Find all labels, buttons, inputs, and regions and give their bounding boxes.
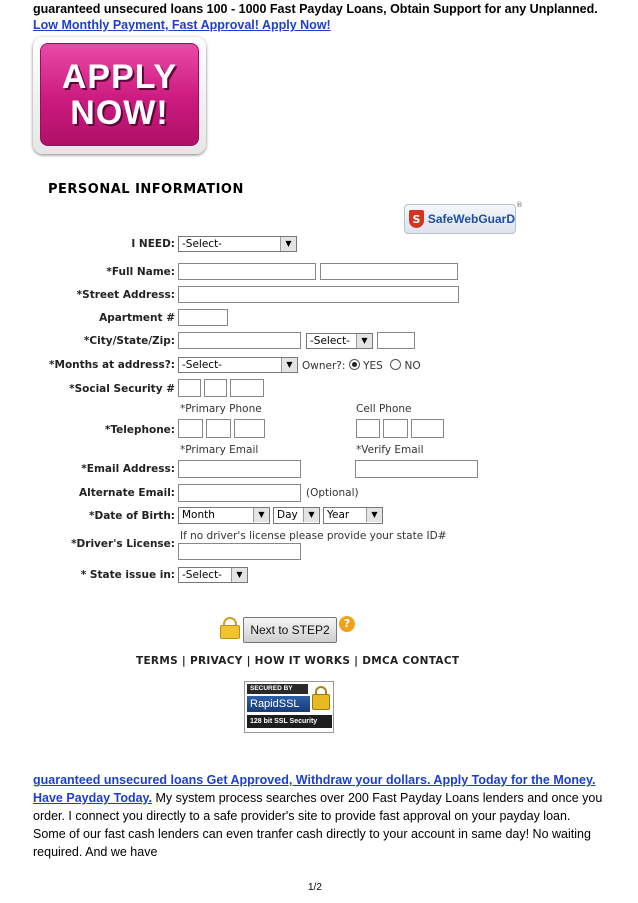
shield-icon: S [409, 210, 424, 228]
ssn-label: *Social Security # [69, 383, 175, 395]
email-field[interactable] [178, 460, 301, 478]
chevron-down-icon: ▼ [366, 508, 382, 522]
phone-area-field[interactable] [178, 419, 203, 438]
license-note: If no driver's license please provide your state ID# [180, 530, 447, 542]
drivers-license-field[interactable] [178, 543, 301, 560]
chevron-down-icon: ▼ [281, 358, 297, 372]
next-step-button[interactable]: Next to STEP2 [243, 617, 337, 643]
telephone-label: *Telephone: [104, 424, 175, 436]
i-need-select[interactable] [178, 236, 297, 252]
ssl-strength: 128 bit SSL Security [247, 715, 332, 728]
ssn-part3-field[interactable] [230, 379, 264, 397]
state-issue-value: -Select- [182, 569, 222, 581]
full-name-label: *Full Name: [106, 266, 175, 278]
phone-prefix-field[interactable] [206, 419, 231, 438]
dob-year-value: Year [327, 509, 350, 521]
chevron-down-icon: ▼ [356, 334, 372, 348]
primary-email-caption: *Primary Email [180, 444, 259, 456]
chevron-down-icon: ▼ [231, 568, 247, 582]
ssn-part1-field[interactable] [178, 379, 201, 397]
city-field[interactable] [178, 332, 301, 349]
safewebguard-seal[interactable] [404, 201, 523, 234]
zip-field[interactable] [377, 332, 415, 349]
phone-line-field[interactable] [234, 419, 265, 438]
owner-label: Owner?: [302, 360, 346, 372]
apartment-label: Apartment # [99, 312, 175, 324]
padlock-icon [312, 686, 330, 710]
state-issue-label: * State issue in: [80, 569, 175, 581]
cell-prefix-field[interactable] [383, 419, 408, 438]
apartment-field[interactable] [178, 309, 228, 326]
footer-links[interactable]: TERMS | PRIVACY | HOW IT WORKS | DMCA CONTACT [136, 655, 460, 667]
owner-yes-radio[interactable] [349, 359, 360, 370]
body-link[interactable]: guaranteed unsecured loans Get Approved, Withdraw your dollars. Apply Today for the Money. Have Payday Today. [33, 773, 596, 805]
street-address-field[interactable] [178, 286, 459, 303]
ssn-part2-field[interactable] [204, 379, 227, 397]
registered-icon: ® [516, 201, 523, 209]
lock-icon [220, 617, 238, 637]
body-paragraph [33, 771, 605, 861]
personal-info-form [40, 176, 560, 736]
last-name-field[interactable] [320, 263, 458, 280]
section-title: PERSONAL INFORMATION [48, 182, 244, 197]
license-label: *Driver's License: [71, 538, 175, 550]
months-select[interactable] [178, 357, 298, 373]
verify-email-caption: *Verify Email [356, 444, 424, 456]
alt-email-label: Alternate Email: [79, 487, 175, 499]
optional-note: (Optional) [306, 487, 359, 499]
ssl-brand: RapidSSL [247, 696, 310, 712]
page-title: guaranteed unsecured loans 100 - 1000 Fast Payday Loans, Obtain Support for any Unplanned. [33, 2, 598, 16]
first-name-field[interactable] [178, 263, 316, 280]
seal-label: SafeWebGuarD [427, 212, 515, 226]
owner-no-radio[interactable] [390, 359, 401, 370]
i-need-label: I NEED: [131, 238, 175, 250]
street-label: *Street Address: [76, 289, 175, 301]
apply-graphic-line2: NOW! [70, 93, 169, 132]
help-icon[interactable]: ? [339, 616, 355, 632]
page-number: 1/2 [308, 882, 322, 893]
ssl-secured-by: SECURED BY [247, 684, 308, 694]
state-value: -Select- [310, 335, 350, 347]
cell-phone-caption: Cell Phone [356, 403, 412, 415]
dob-day-select[interactable] [273, 507, 320, 524]
months-label: *Months at address?: [49, 359, 175, 371]
dob-day-value: Day [277, 509, 298, 521]
chevron-down-icon: ▼ [253, 508, 269, 522]
apply-now-badge [40, 43, 199, 146]
dob-month-select[interactable] [178, 507, 270, 524]
cell-line-field[interactable] [411, 419, 444, 438]
email-label: *Email Address: [81, 463, 175, 475]
apply-now-graphic[interactable] [33, 37, 206, 154]
dob-label: *Date of Birth: [89, 510, 175, 522]
state-issue-select[interactable] [178, 567, 248, 583]
owner-yes-label: YES [363, 360, 383, 372]
verify-email-field[interactable] [355, 460, 478, 478]
chevron-down-icon: ▼ [303, 508, 319, 522]
owner-no-label: NO [404, 360, 421, 372]
apply-graphic-line1: APPLY [61, 57, 178, 96]
cell-area-field[interactable] [356, 419, 380, 438]
state-select[interactable] [306, 333, 373, 349]
months-value: -Select- [182, 359, 222, 371]
owner-question [302, 359, 421, 372]
alternate-email-field[interactable] [178, 484, 301, 502]
i-need-value: -Select- [182, 238, 222, 250]
apply-now-link[interactable]: Low Monthly Payment, Fast Approval! Apply Now! [33, 18, 331, 32]
chevron-down-icon: ▼ [280, 237, 296, 251]
dob-month-value: Month [182, 509, 215, 521]
city-state-zip-label: *City/State/Zip: [83, 335, 175, 347]
rapidssl-seal[interactable] [244, 681, 334, 733]
dob-year-select[interactable] [323, 507, 383, 524]
body-text: My system process searches over 200 Fast Payday Loans lenders and once you order. I connect you directly to a safe provider's site to provide fast approval on your payday loan. Some of our fast cash lenders can even tranfer cash directly to your account in same day! No waiting required. And we have [33, 791, 603, 859]
primary-phone-caption: *Primary Phone [180, 403, 262, 415]
